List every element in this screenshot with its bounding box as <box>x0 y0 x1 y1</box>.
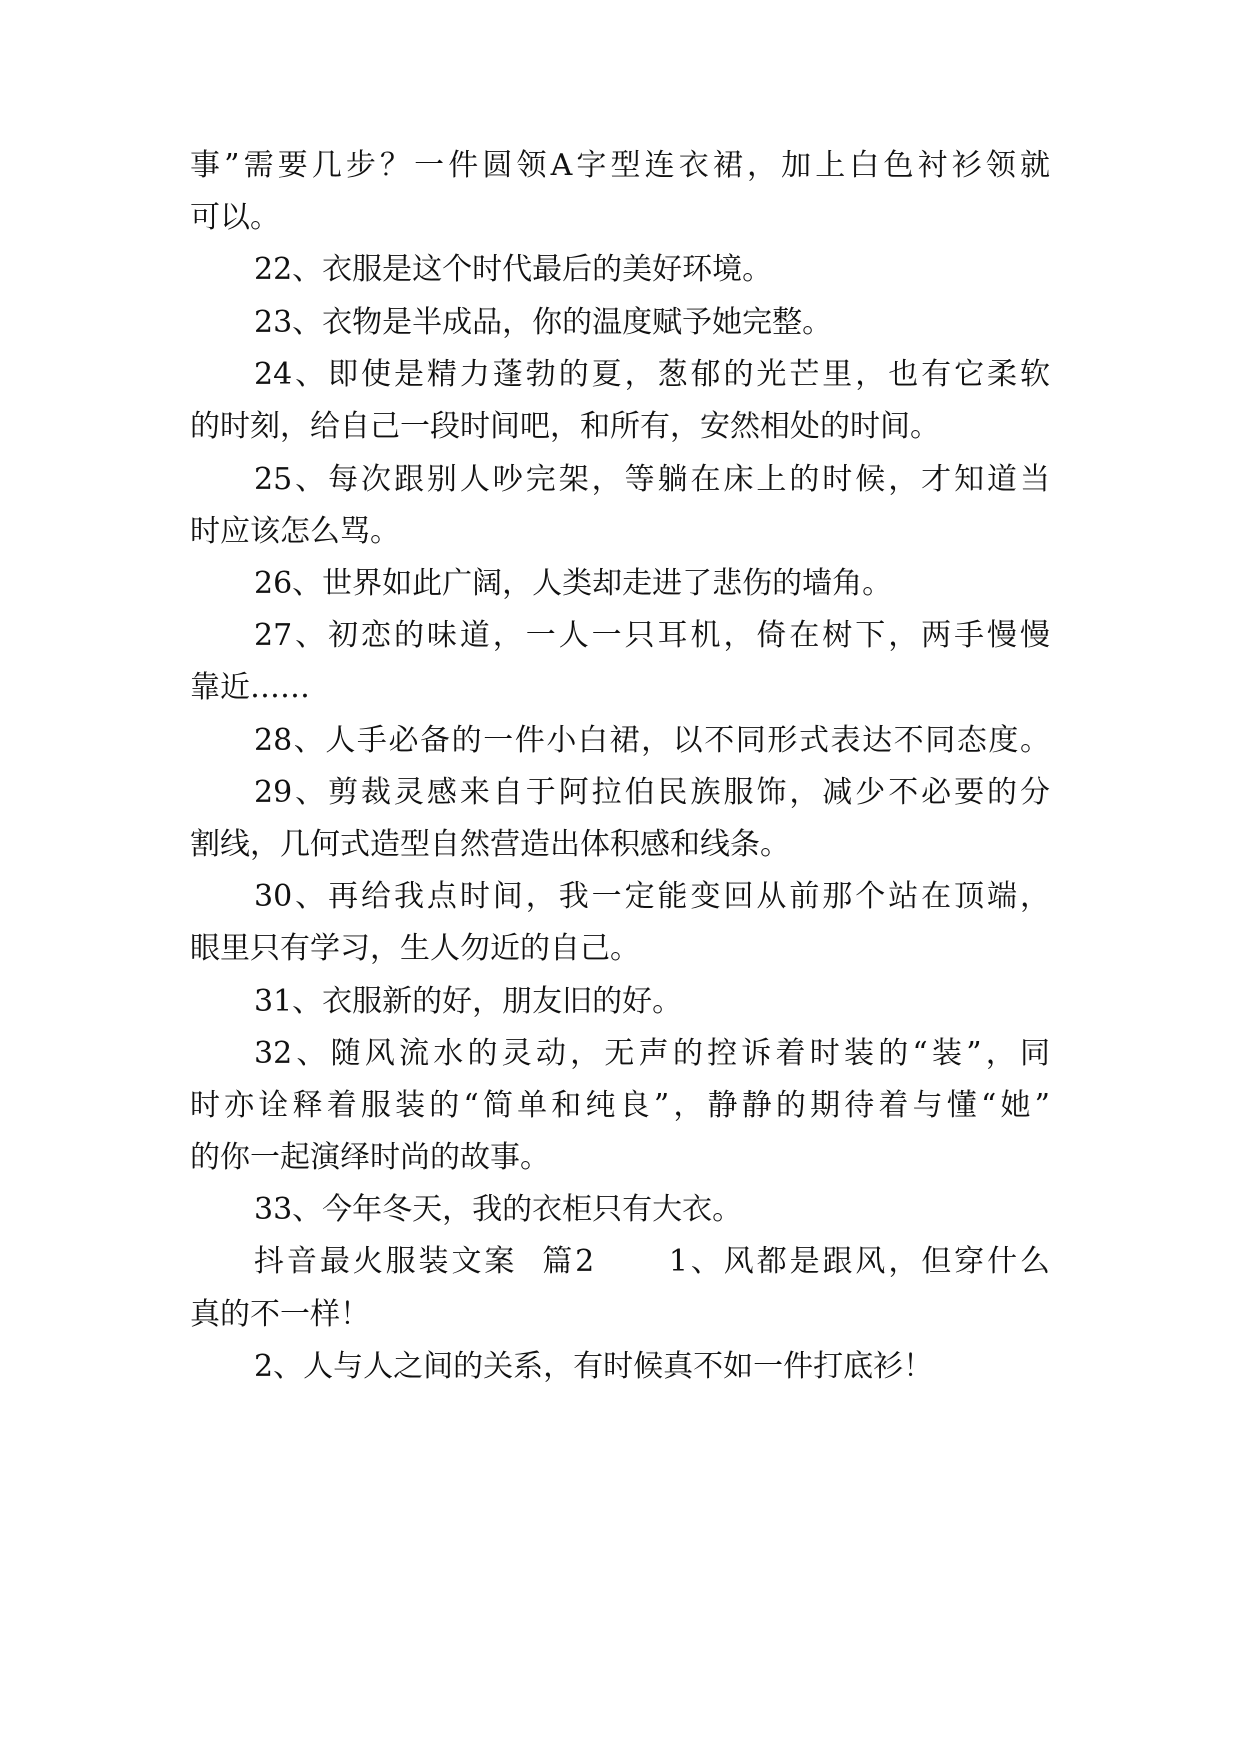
text-line: 眼里只有学习，生人勿近的自己。 <box>190 931 640 966</box>
text-line: 时应该怎么骂。 <box>190 514 400 549</box>
text-line: 真的不一样！ <box>190 1297 370 1332</box>
text-line: 26、世界如此广阔，人类却走进了悲伤的墙角。 <box>254 566 893 601</box>
text-line: 靠近…… <box>190 670 310 705</box>
text-line: 32、随风流水的灵动，无声的控诉着时装的“装”，同 <box>254 1036 1050 1071</box>
text-line: 23、衣物是半成品，你的温度赋予她完整。 <box>254 305 833 340</box>
text-line: 29、剪裁灵感来自于阿拉伯民族服饰，减少不必要的分 <box>254 775 1050 810</box>
text-line: 30、再给我点时间，我一定能变回从前那个站在顶端， <box>254 879 1050 914</box>
text-line: 可以。 <box>190 200 280 235</box>
text-line: 28、人手必备的一件小白裙，以不同形式表达不同态度。 <box>254 723 1050 758</box>
text-line: 25、每次跟别人吵完架，等躺在床上的时候，才知道当 <box>254 462 1050 497</box>
text-line: 24、即使是精力蓬勃的夏，葱郁的光芒里，也有它柔软 <box>254 357 1050 392</box>
text-line: 27、初恋的味道，一人一只耳机，倚在树下，两手慢慢 <box>254 618 1050 653</box>
text-line: 31、衣服新的好，朋友旧的好。 <box>254 984 683 1019</box>
text-line: 时亦诠释着服装的“简单和纯良”，静静的期待着与懂“她” <box>190 1088 1050 1123</box>
text-line: 事”需要几步？一件圆领A字型连衣裙，加上白色衬衫领就 <box>190 148 1050 183</box>
text-line: 割线，几何式造型自然营造出体积感和线条。 <box>190 827 790 862</box>
text-line: 22、衣服是这个时代最后的美好环境。 <box>254 252 773 287</box>
section-heading-line: 抖音最火服装文案 篇2 1、风都是跟风，但穿什么 <box>254 1244 1050 1279</box>
text-line: 2、人与人之间的关系，有时候真不如一件打底衫！ <box>254 1349 934 1384</box>
text-line: 的时刻，给自己一段时间吧，和所有，安然相处的时间。 <box>190 409 940 444</box>
text-line: 的你一起演绎时尚的故事。 <box>190 1140 550 1175</box>
text-line: 33、今年冬天，我的衣柜只有大衣。 <box>254 1192 743 1227</box>
